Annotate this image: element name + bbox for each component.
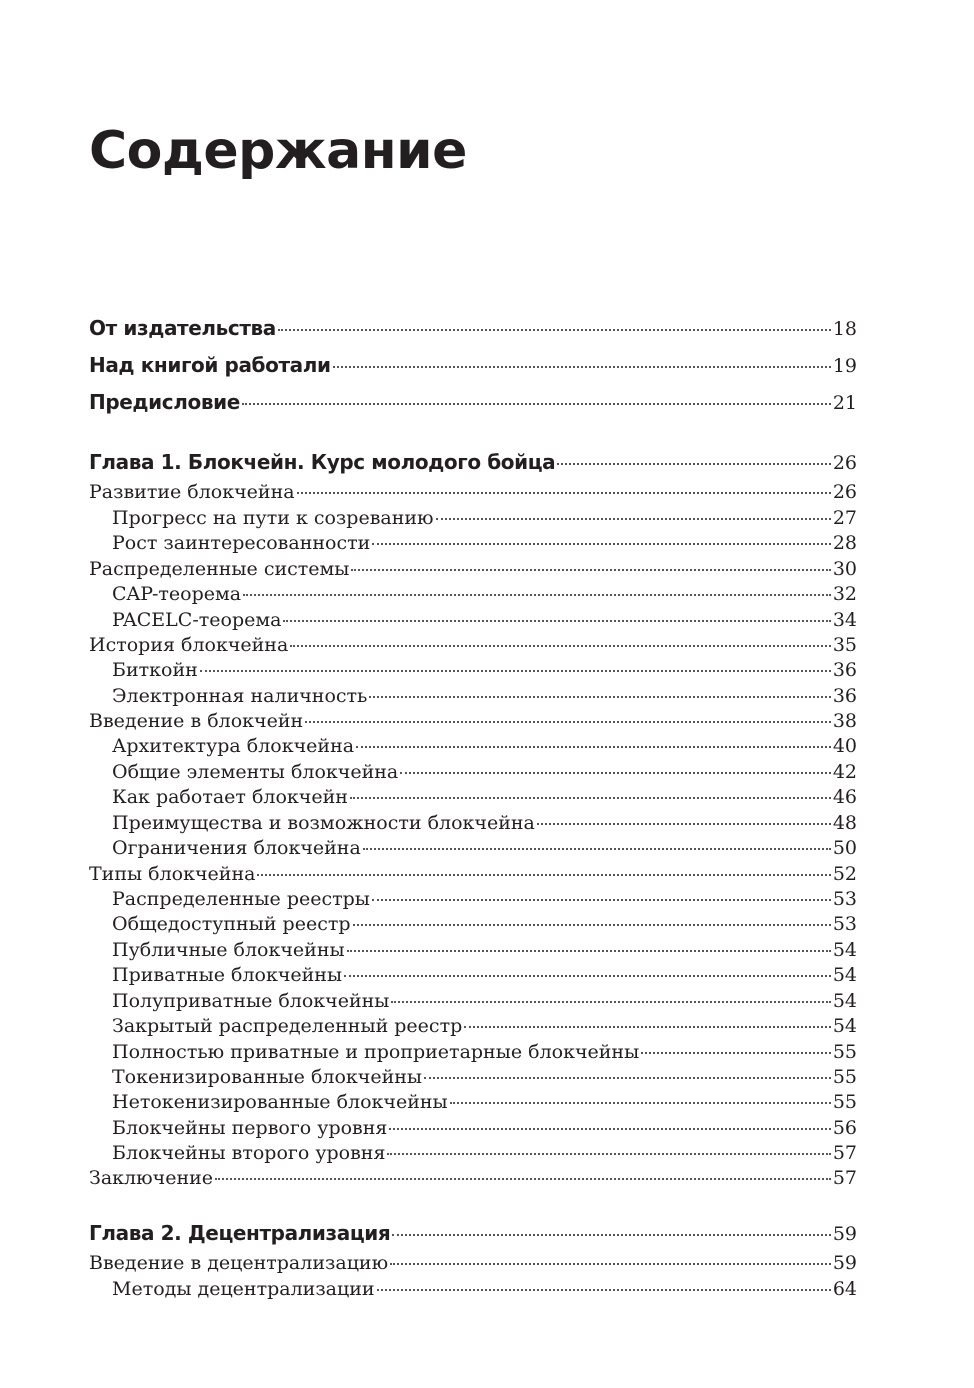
toc-entry-page: 26: [832, 452, 857, 474]
toc-entry-title: Полуприватные блокчейны: [112, 990, 390, 1012]
toc-entry-title: От издательства: [89, 316, 276, 340]
toc-entry[interactable]: [89, 583, 857, 608]
toc-entry-page: 19: [832, 355, 857, 377]
toc-entry-title: Закрытый распределенный реестр: [112, 1015, 463, 1037]
toc-entry[interactable]: [89, 1091, 857, 1116]
toc-entry-page: 55: [832, 1091, 857, 1113]
toc-entry-title: Блокчейны второго уровня: [112, 1142, 386, 1164]
toc-entry-page: 59: [832, 1223, 857, 1245]
dot-leader: [290, 645, 831, 647]
dot-leader: [351, 569, 830, 571]
dot-leader: [344, 975, 831, 977]
toc-entry-page: 36: [832, 659, 857, 681]
toc-entry[interactable]: [89, 609, 857, 634]
toc-entry-title: Как работает блокчейн: [112, 786, 348, 808]
dot-leader: [353, 924, 831, 926]
toc-entry[interactable]: [89, 450, 857, 475]
dot-leader: [557, 463, 831, 465]
toc-entry[interactable]: [89, 1278, 857, 1303]
toc-entry-title: Приватные блокчейны: [112, 964, 343, 986]
dot-leader: [372, 543, 831, 545]
toc-entry[interactable]: [89, 812, 857, 837]
toc-entry-page: 42: [832, 761, 857, 783]
toc-entry-page: 28: [832, 532, 857, 554]
toc-entry-page: 30: [832, 558, 857, 580]
toc-entry[interactable]: [89, 316, 857, 341]
toc-entry[interactable]: [89, 685, 857, 710]
toc-entry-title: Над книгой работали: [89, 353, 331, 377]
toc-entry-page: 56: [832, 1117, 857, 1139]
toc-entry[interactable]: [89, 1252, 857, 1277]
toc-entry-title: Архитектура блокчейна: [112, 735, 355, 757]
toc-entry-title: Публичные блокчейны: [112, 939, 345, 961]
toc-entry-page: 48: [832, 812, 857, 834]
toc-entry-page: 36: [832, 685, 857, 707]
toc-entry[interactable]: [89, 390, 857, 415]
toc-entry-page: 53: [832, 888, 857, 910]
toc-entry-title: CAP-теорема: [112, 583, 242, 605]
toc-entry[interactable]: [89, 659, 857, 684]
dot-leader: [372, 899, 831, 901]
dot-leader: [333, 366, 831, 368]
toc-entry-title: Введение в децентрализацию: [89, 1252, 389, 1274]
toc-entry-title: Распределенные реестры: [112, 888, 370, 910]
toc-entry[interactable]: [89, 1221, 857, 1246]
toc-entry[interactable]: [89, 481, 857, 506]
toc-entry-page: 18: [832, 318, 857, 340]
toc-entry-title: Полностью приватные и проприетарные блокчейны: [112, 1041, 640, 1063]
toc-entry-page: 57: [832, 1167, 857, 1189]
dot-leader: [390, 1263, 831, 1265]
toc-entry[interactable]: [89, 964, 857, 989]
dot-leader: [641, 1052, 831, 1054]
toc-entry[interactable]: [89, 1117, 857, 1142]
toc-entry-title: Общедоступный реестр: [112, 913, 351, 935]
toc-entry-title: История блокчейна: [89, 634, 289, 656]
toc-entry-page: 52: [832, 863, 857, 885]
toc-entry[interactable]: [89, 710, 857, 735]
toc-entry-title: Преимущества и возможности блокчейна: [112, 812, 535, 834]
dot-leader: [392, 1234, 830, 1236]
toc-entry-page: 26: [832, 481, 857, 503]
toc-entry-title: PACELC-теорема: [112, 609, 282, 631]
dot-leader: [347, 950, 831, 952]
dot-leader: [200, 670, 831, 672]
dot-leader: [369, 696, 830, 698]
toc-entry[interactable]: [89, 1041, 857, 1066]
toc-entry-page: 64: [832, 1278, 857, 1300]
dot-leader: [215, 1178, 831, 1180]
dot-leader: [464, 1026, 831, 1028]
toc-entry-title: Заключение: [89, 1167, 214, 1189]
toc-entry-title: Развитие блокчейна: [89, 481, 295, 503]
dot-leader: [389, 1128, 830, 1130]
dot-leader: [283, 620, 830, 622]
dot-leader: [436, 518, 831, 520]
toc-entry-page: 40: [832, 735, 857, 757]
toc-entry-title: Токенизированные блокчейны: [112, 1066, 423, 1088]
dot-leader: [242, 403, 831, 405]
toc-entry[interactable]: [89, 507, 857, 532]
toc-entry[interactable]: [89, 353, 857, 378]
toc-entry-title: Ограничения блокчейна: [112, 837, 361, 859]
toc-entry-title: Электронная наличность: [112, 685, 368, 707]
toc-entry-page: 32: [832, 583, 857, 605]
toc-entry-title: Методы децентрализации: [112, 1278, 375, 1300]
dot-leader: [363, 848, 831, 850]
toc-entry-page: 38: [832, 710, 857, 732]
toc-entry-page: 55: [832, 1066, 857, 1088]
toc-entry-title: Распределенные системы: [89, 558, 350, 580]
dot-leader: [305, 721, 831, 723]
toc-entry-page: 59: [832, 1252, 857, 1274]
dot-leader: [400, 772, 831, 774]
toc-entry[interactable]: [89, 786, 857, 811]
toc-entry[interactable]: [89, 888, 857, 913]
toc-entry-title: Общие элементы блокчейна: [112, 761, 399, 783]
toc-entry-page: 53: [832, 913, 857, 935]
toc-entry[interactable]: [89, 863, 857, 888]
dot-leader: [350, 797, 831, 799]
toc-entry-title: Глава 2. Децентрализация: [89, 1221, 391, 1245]
toc-entry-page: 34: [832, 609, 857, 631]
toc-entry[interactable]: [89, 990, 857, 1015]
toc-entry[interactable]: [89, 634, 857, 659]
toc-entry[interactable]: [89, 735, 857, 760]
dot-leader: [243, 594, 831, 596]
toc-entry-page: 55: [832, 1041, 857, 1063]
toc-entry-title: Блокчейны первого уровня: [112, 1117, 388, 1139]
toc-entry-page: 54: [832, 964, 857, 986]
toc-entry[interactable]: [89, 1066, 857, 1091]
dot-leader: [356, 746, 831, 748]
dot-leader: [257, 874, 830, 876]
toc-entry-page: 46: [832, 786, 857, 808]
toc-entry-title: Введение в блокчейн: [89, 710, 304, 732]
toc-entry-title: Рост заинтересованности: [112, 532, 371, 554]
toc-entry-page: 50: [832, 837, 857, 859]
toc-entry-title: Предисловие: [89, 390, 240, 414]
toc-entry-title: Типы блокчейна: [89, 863, 256, 885]
toc-entry-page: 54: [832, 939, 857, 961]
toc-entry-page: 54: [832, 990, 857, 1012]
toc-entry-title: Биткойн: [112, 659, 198, 681]
dot-leader: [424, 1077, 831, 1079]
toc-entry[interactable]: [89, 939, 857, 964]
toc-entry-page: 27: [832, 507, 857, 529]
dot-leader: [387, 1153, 830, 1155]
toc-entry-page: 54: [832, 1015, 857, 1037]
dot-leader: [297, 492, 831, 494]
dot-leader: [450, 1102, 831, 1104]
toc-entry-page: 21: [832, 392, 857, 414]
toc-entry-page: 35: [832, 634, 857, 656]
dot-leader: [537, 823, 831, 825]
toc-entry[interactable]: [89, 761, 857, 786]
toc-entry[interactable]: [89, 1167, 857, 1192]
dot-leader: [377, 1289, 831, 1291]
toc-entry[interactable]: [89, 532, 857, 557]
toc-entry[interactable]: [89, 837, 857, 862]
toc-entry-title: Глава 1. Блокчейн. Курс молодого бойца: [89, 450, 556, 474]
dot-leader: [278, 329, 831, 331]
toc-entry[interactable]: [89, 558, 857, 583]
dot-leader: [391, 1001, 830, 1003]
toc-entry[interactable]: [89, 1142, 857, 1167]
toc-entry[interactable]: [89, 1015, 857, 1040]
toc-entry-page: 57: [832, 1142, 857, 1164]
toc-entry-title: Нетокенизированные блокчейны: [112, 1091, 448, 1113]
page-title: Содержание: [89, 121, 467, 181]
toc-entry-title: Прогресс на пути к созреванию: [112, 507, 434, 529]
toc-entry[interactable]: [89, 913, 857, 938]
